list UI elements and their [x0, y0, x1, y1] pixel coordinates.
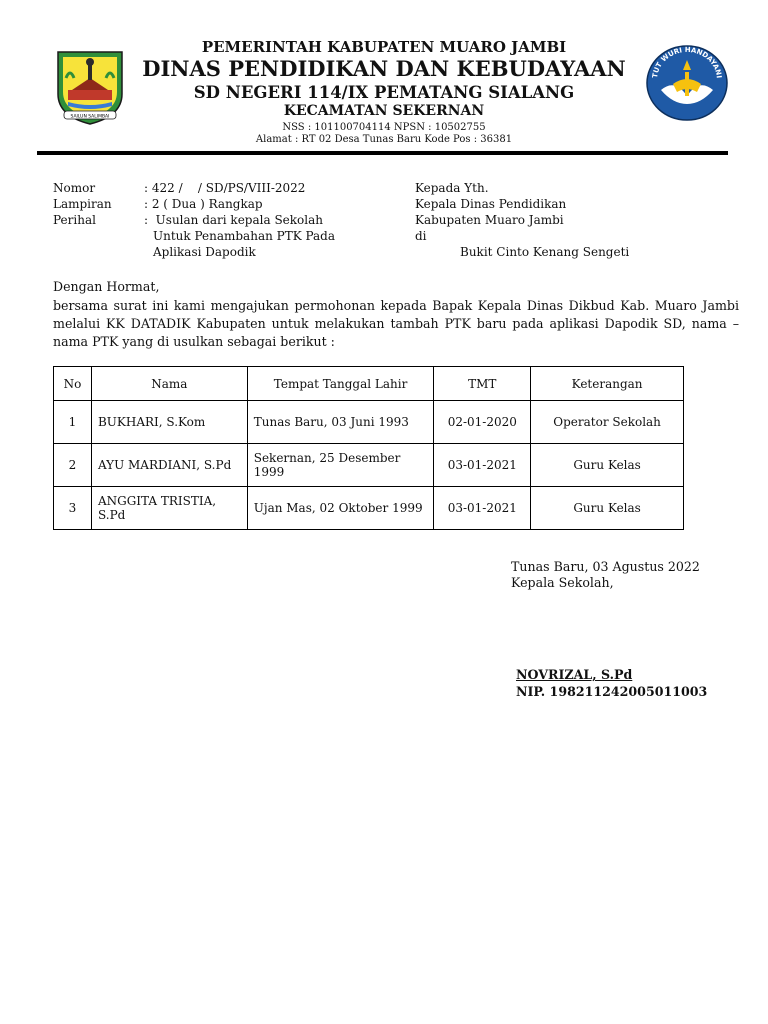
cell-nama: ANGGITA TRISTIA, S.Pd — [91, 487, 247, 530]
table-row — [54, 444, 684, 487]
recipient-line3: Kabupaten Muaro Jambi — [415, 213, 564, 227]
svg-text:TUT WURI HANDAYANI: TUT WURI HANDAYANI — [651, 45, 723, 79]
cell-nama: AYU MARDIANI, S.Pd — [91, 444, 247, 487]
kop-pemerintah: PEMERINTAH KABUPATEN MUARO JAMBI — [201, 38, 567, 56]
ptk-table — [53, 366, 684, 530]
table-header-row — [54, 367, 684, 401]
table-row — [54, 401, 684, 444]
cell-keterangan: Guru Kelas — [531, 487, 684, 530]
cell-keterangan: Operator Sekolah — [531, 401, 684, 444]
body-paragraph: bersama surat ini kami mengajukan permohonan kepada Bapak Kepala Dinas Dikbud Kab. Muaro Jambi melalui KK DATADIK Kabupaten untuk melakukan tambah PTK baru pada aplikasi Dapodik SD, nama – nama PTK yang di usulkan sebagai berikut : — [53, 298, 739, 349]
recipient-line2: Kepala Dinas Pendidikan — [415, 197, 567, 211]
nomor-value: : 422 / / SD/PS/VIII-2022 — [144, 181, 306, 195]
header-keterangan: Keterangan — [531, 367, 684, 401]
perihal-value-3: Aplikasi Dapodik — [153, 245, 256, 259]
cell-no: 2 — [54, 444, 92, 487]
recipient-line1: Kepada Yth. — [415, 181, 489, 195]
cell-no: 3 — [54, 487, 92, 530]
header-ttl: Tempat Tanggal Lahir — [247, 367, 434, 401]
signature-place-date: Tunas Baru, 03 Agustus 2022 — [511, 559, 700, 574]
header-nama: Nama — [91, 367, 247, 401]
signature-nip: NIP. 198211242005011003 — [516, 684, 708, 699]
cell-tmt: 03-01-2021 — [434, 444, 531, 487]
cell-ttl: Sekernan, 25 Desember 1999 — [247, 444, 434, 487]
svg-text:SAILUN SALIMBAI: SAILUN SALIMBAI — [70, 114, 110, 120]
signature-name: NOVRIZAL, S.Pd — [516, 667, 633, 682]
perihal-value-2: Untuk Penambahan PTK Pada — [153, 229, 336, 243]
kop-kecamatan: KECAMATAN SEKERNAN — [283, 103, 485, 119]
cell-nama: BUKHARI, S.Kom — [91, 401, 247, 444]
kop-alamat: Alamat : RT 02 Desa Tunas Baru Kode Pos : 36381 — [255, 134, 513, 145]
cell-no: 1 — [54, 401, 92, 444]
perihal-value-1: : Usulan dari kepala Sekolah — [144, 213, 323, 227]
cell-tmt: 02-01-2020 — [434, 401, 531, 444]
perihal-label: Perihal — [53, 213, 96, 227]
kop-sekolah: SD NEGERI 114/IX PEMATANG SIALANG — [193, 83, 575, 102]
recipient-line5: Bukit Cinto Kenang Sengeti — [460, 245, 630, 259]
cell-ttl: Tunas Baru, 03 Juni 1993 — [247, 401, 434, 444]
cell-keterangan: Guru Kelas — [531, 444, 684, 487]
cell-tmt: 03-01-2021 — [434, 487, 531, 530]
lampiran-label: Lampiran — [53, 197, 112, 211]
table-row — [54, 487, 684, 530]
header-tmt: TMT — [434, 367, 531, 401]
greeting: Dengan Hormat, — [53, 279, 160, 294]
cell-ttl: Ujan Mas, 02 Oktober 1999 — [247, 487, 434, 530]
signature-title: Kepala Sekolah, — [511, 575, 614, 590]
kop-nss-npsn: NSS : 101100704114 NPSN : 10502755 — [282, 122, 486, 133]
kop-dinas: DINAS PENDIDIKAN DAN KEBUDAYAAN — [142, 56, 626, 81]
header-no: No — [54, 367, 92, 401]
recipient-line4: di — [415, 229, 427, 243]
letterhead-divider — [37, 151, 728, 155]
lampiran-value: : 2 ( Dua ) Rangkap — [144, 197, 263, 211]
nomor-label: Nomor — [53, 181, 96, 195]
